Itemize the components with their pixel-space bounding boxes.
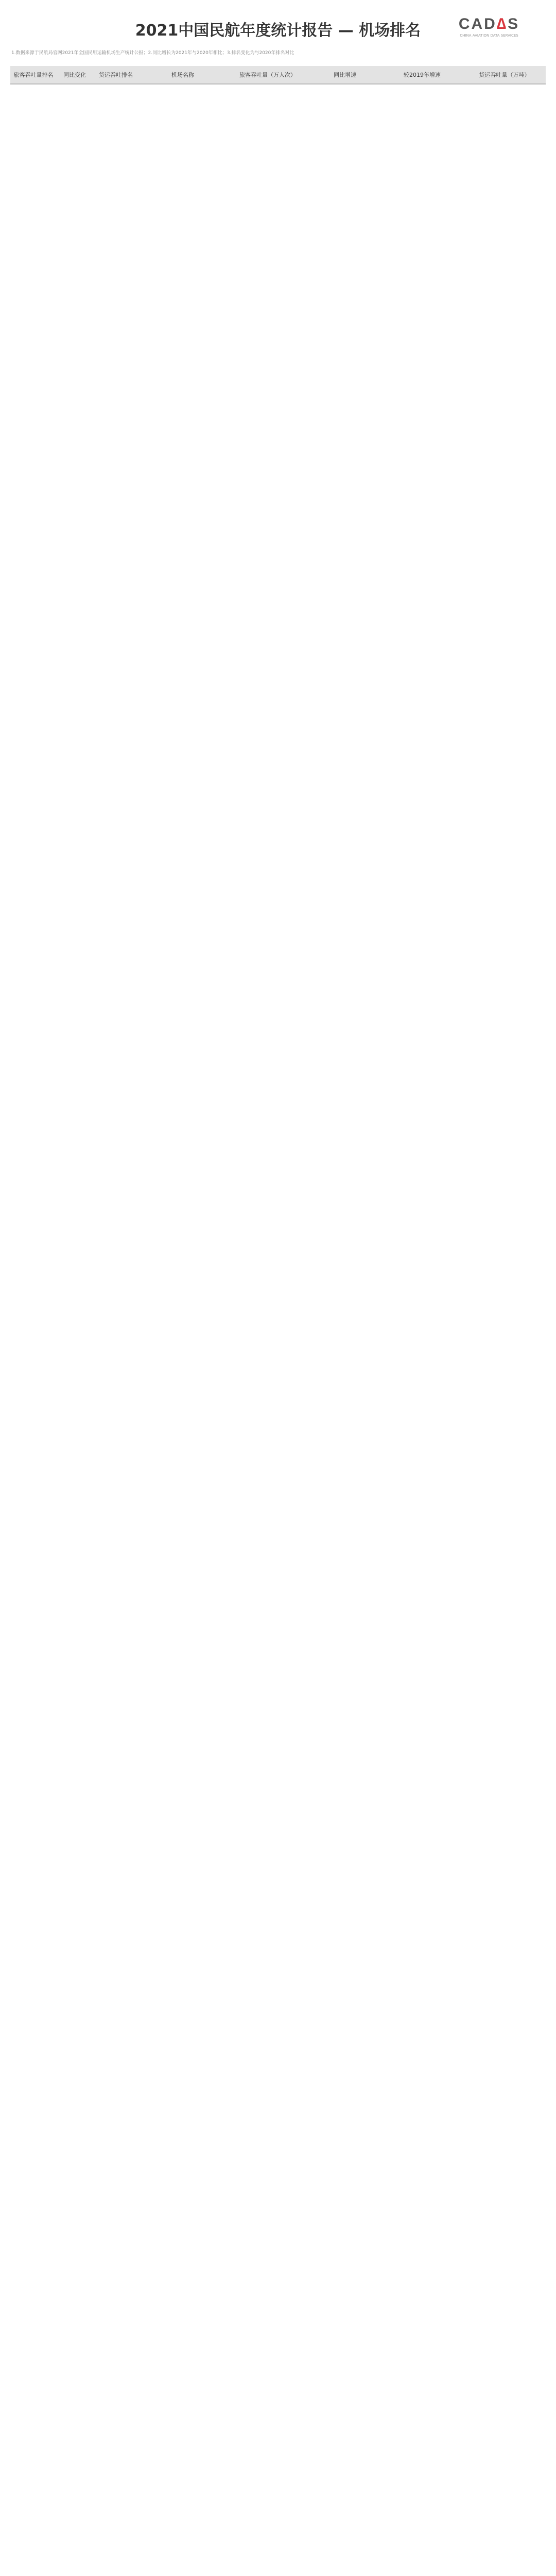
col-rank: 旅客吞吐量排名 bbox=[10, 66, 57, 84]
page-title: 2021中国民航年度统计报告 — 机场排名 bbox=[135, 22, 421, 40]
ranking-table-wrap bbox=[10, 66, 546, 84]
cadas-logo bbox=[453, 15, 525, 42]
col-airport: 机场名称 bbox=[139, 66, 227, 84]
table-header-row bbox=[10, 66, 546, 84]
col-change: 同比变化 bbox=[57, 66, 93, 84]
report-notes: 1.数据来源于民航局官网2021年全国民用运输机场生产统计公报；2.同比增长为2021年与2020年相比；3.排名变化为与2020年排名对比 bbox=[11, 50, 294, 56]
col-cargo-rank: 货运吞吐排名 bbox=[93, 66, 139, 84]
col-passengers: 旅客吞吐量（万人次） bbox=[227, 66, 309, 84]
col-cargo: 货运吞吐量（万吨） bbox=[463, 66, 546, 84]
report-header bbox=[0, 0, 556, 57]
airport-ranking-table bbox=[10, 66, 546, 84]
col-vs2019: 较2019年增速 bbox=[381, 66, 463, 84]
logo-text: CAD∆S bbox=[458, 15, 520, 32]
logo-subtitle: CHINA AVIATION DATA SERVICES bbox=[460, 33, 518, 38]
col-yoy: 同比增速 bbox=[309, 66, 381, 84]
